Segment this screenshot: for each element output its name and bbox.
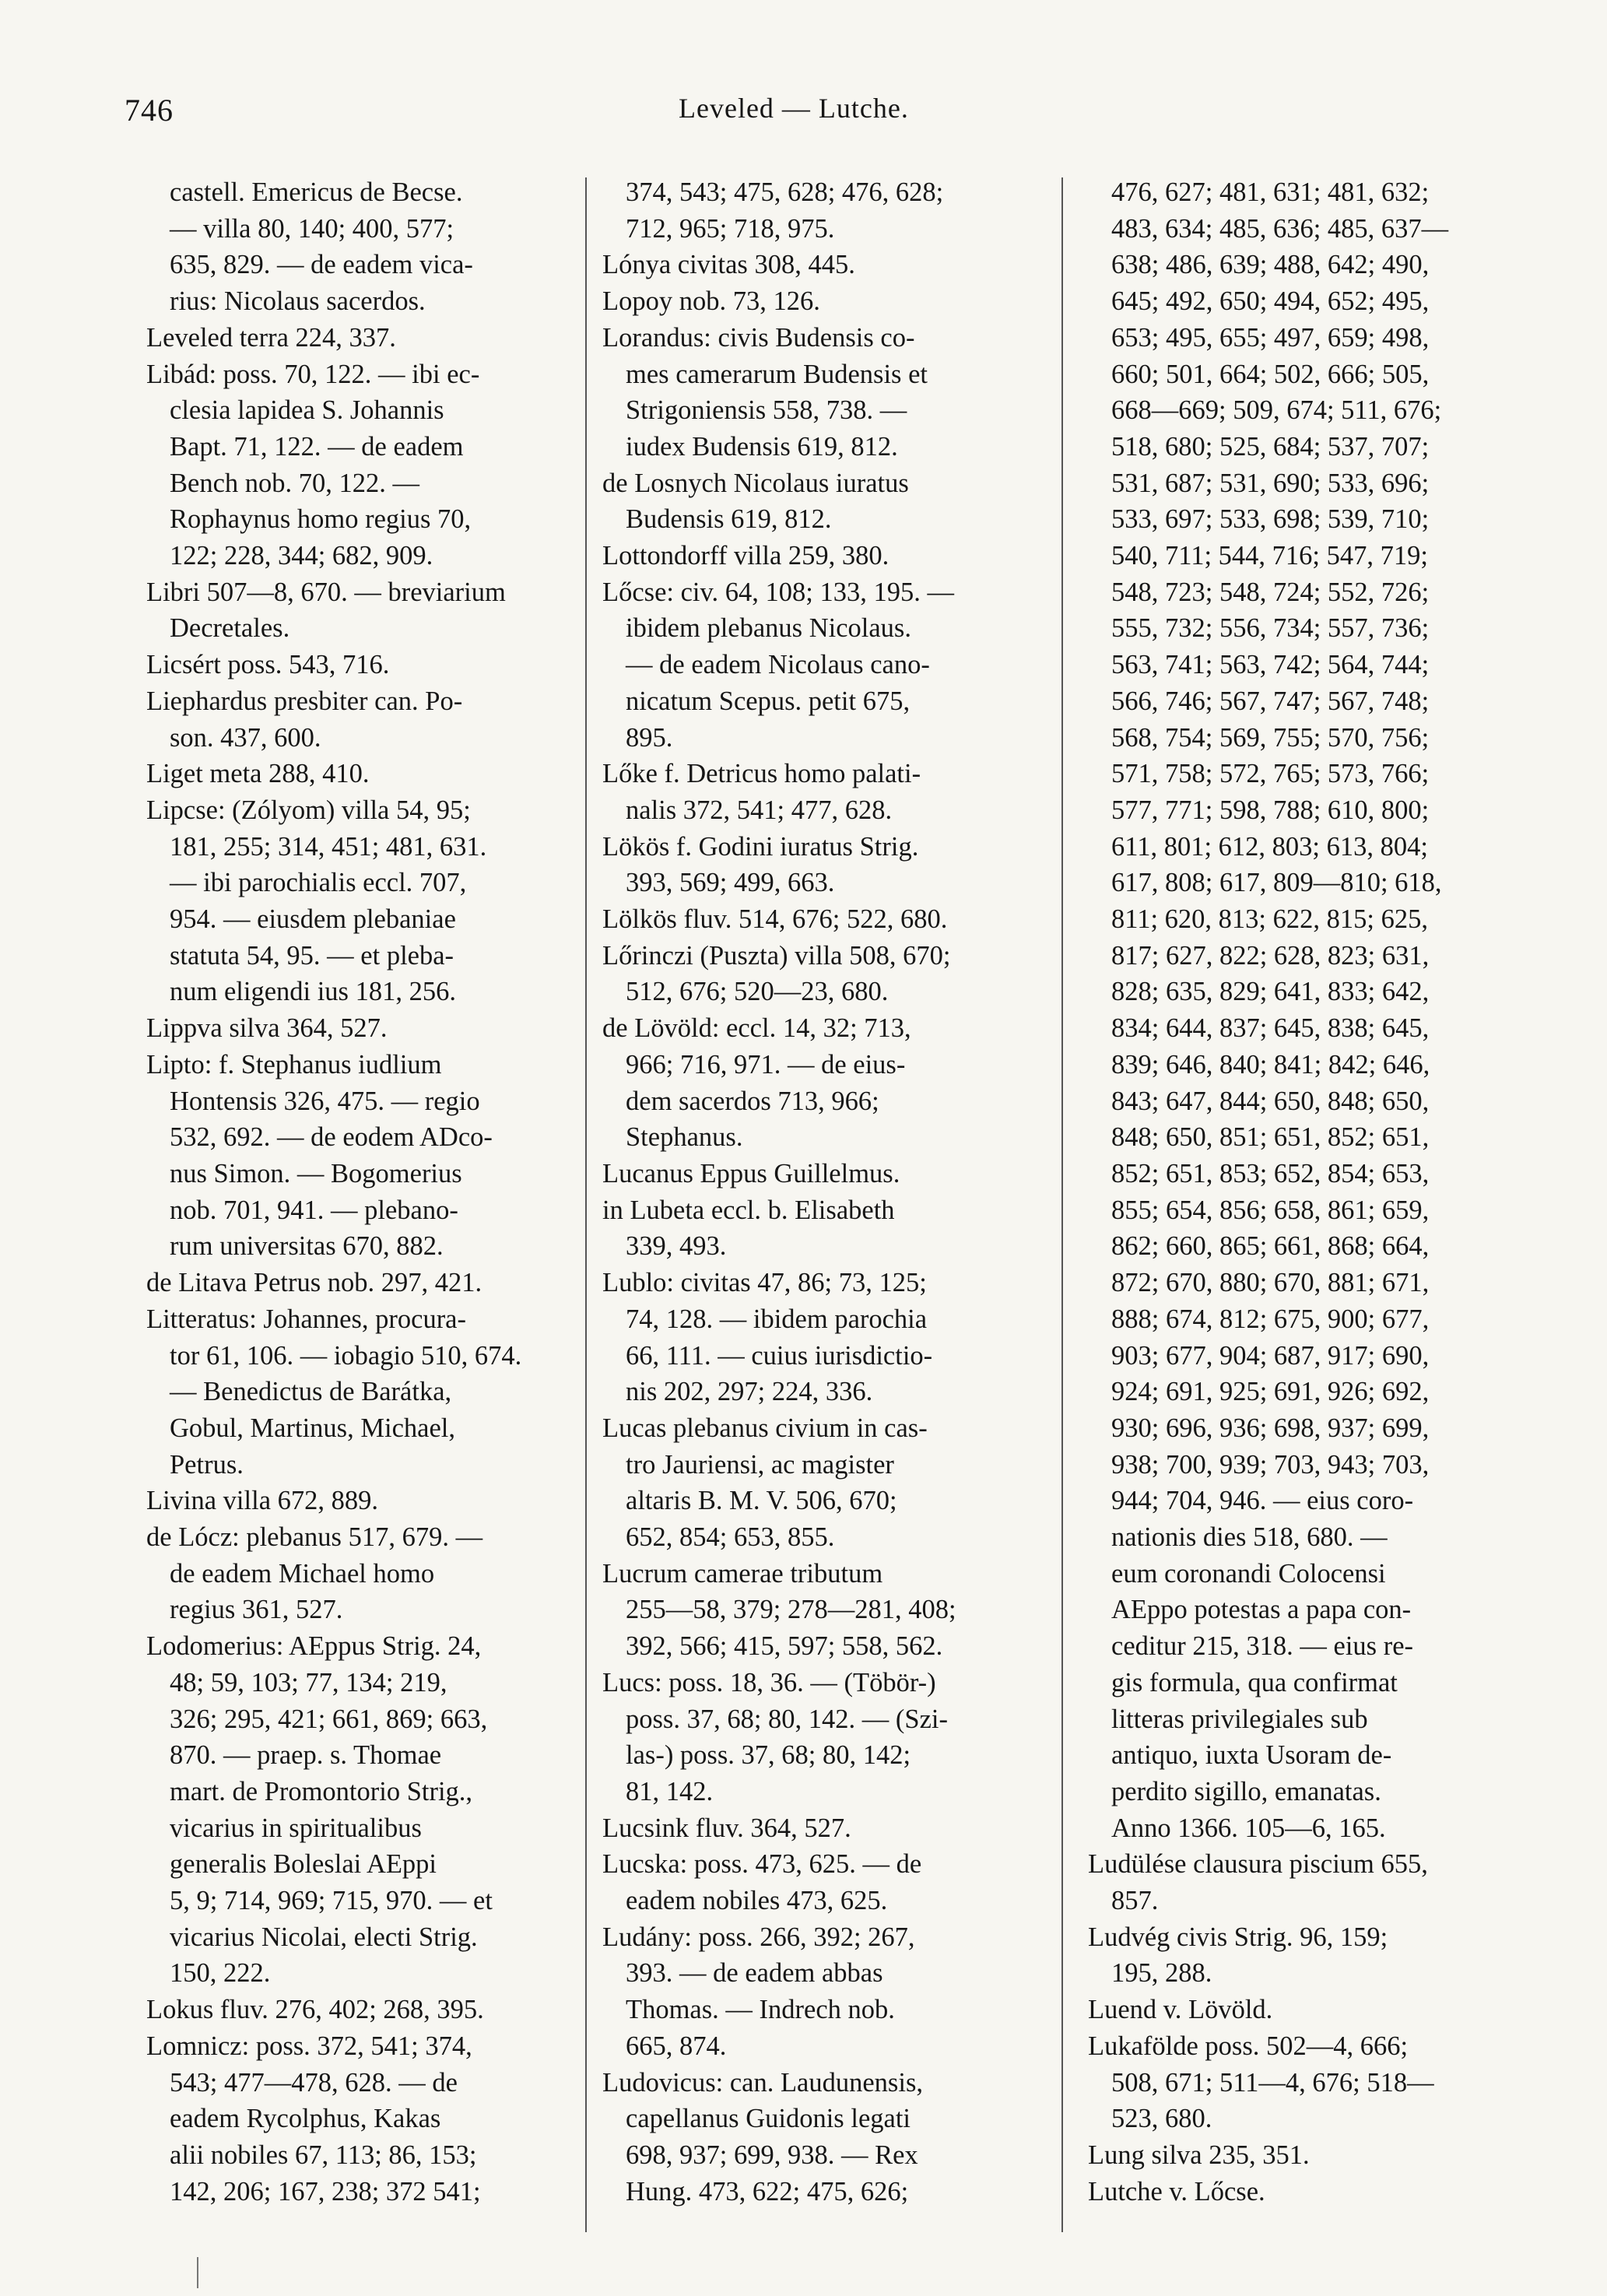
index-line: ceditur 215, 318. — eius re-	[1111, 1631, 1414, 1662]
index-line: 548, 723; 548, 724; 552, 726;	[1111, 577, 1430, 607]
index-line: nicatum Scepus. petit 675,	[626, 686, 911, 716]
index-line: 635, 829. — de eadem vica-	[170, 250, 473, 280]
index-line: 326; 295, 421; 661, 869; 663,	[170, 1704, 488, 1734]
index-line: 374, 543; 475, 628; 476, 628;	[626, 177, 944, 207]
index-line: antiquo, iuxta Usoram de-	[1111, 1740, 1392, 1771]
index-line: 531, 687; 531, 690; 533, 696;	[1111, 468, 1430, 498]
index-line: vicarius in spiritualibus	[170, 1813, 422, 1843]
index-line: 476, 627; 481, 631; 481, 632;	[1111, 177, 1430, 207]
index-line: 512, 676; 520—23, 680.	[626, 977, 889, 1007]
index-line: de Losnych Nicolaus iuratus	[602, 468, 909, 498]
index-line: capellanus Guidonis legati	[626, 2104, 911, 2134]
index-line: Lodomerius: AEppus Strig. 24,	[146, 1631, 482, 1662]
index-line: Lucska: poss. 473, 625. — de	[602, 1849, 922, 1880]
index-line: 817; 627, 822; 628, 823; 631,	[1111, 940, 1430, 971]
index-line: regius 361, 527.	[170, 1595, 343, 1625]
index-line: in Lubeta eccl. b. Elisabeth	[602, 1195, 895, 1225]
index-line: 954. — eiusdem plebaniae	[170, 904, 456, 935]
index-line: 577, 771; 598, 788; 610, 800;	[1111, 795, 1430, 825]
index-line: Rophaynus homo regius 70,	[170, 504, 472, 535]
index-line: — ibi parochialis eccl. 707,	[170, 868, 467, 898]
index-line: Lung silva 235, 351.	[1088, 2140, 1310, 2170]
index-line: Luend v. Lövöld.	[1088, 1995, 1273, 2025]
index-line: Stephanus.	[626, 1122, 743, 1153]
index-line: Lippva silva 364, 527.	[146, 1013, 388, 1044]
index-line: 518, 680; 525, 684; 537, 707;	[1111, 431, 1430, 462]
index-line: 848; 650, 851; 651, 852; 651,	[1111, 1122, 1430, 1153]
index-line: 653; 495, 655; 497, 659; 498,	[1111, 322, 1430, 353]
index-line: ibidem plebanus Nicolaus.	[626, 613, 911, 644]
column-rule	[1061, 177, 1063, 2232]
index-line: las-) poss. 37, 68; 80, 142;	[626, 1740, 911, 1771]
index-line: 339, 493.	[626, 1231, 727, 1262]
index-line: castell. Emericus de Becse.	[170, 177, 463, 207]
index-line: 66, 111. — cuius iurisdictio-	[626, 1340, 933, 1371]
index-line: Licsért poss. 543, 716.	[146, 650, 390, 680]
index-line: gis formula, qua confirmat	[1111, 1667, 1398, 1697]
index-line: altaris B. M. V. 506, 670;	[626, 1486, 897, 1516]
index-line: Liget meta 288, 410.	[146, 759, 370, 789]
index-line: Lökös f. Godini iuratus Strig.	[602, 831, 919, 862]
index-line: Lutche v. Lőcse.	[1088, 2176, 1265, 2206]
index-line: 568, 754; 569, 755; 570, 756;	[1111, 722, 1430, 753]
column-rule	[585, 177, 587, 2232]
index-line: poss. 37, 68; 80, 142. — (Szi-	[626, 1704, 948, 1734]
index-line: AEppo potestas a papa con-	[1111, 1595, 1412, 1625]
index-line: 872; 670, 880; 670, 881; 671,	[1111, 1268, 1430, 1298]
index-line: vicarius Nicolai, electi Strig.	[170, 1922, 478, 1952]
index-line: Bapt. 71, 122. — de eadem	[170, 431, 464, 462]
index-line: de eadem Michael homo	[170, 1558, 435, 1589]
index-line: alii nobiles 67, 113; 86, 153;	[170, 2140, 477, 2170]
index-line: Leveled terra 224, 337.	[146, 322, 396, 353]
index-line: 660; 501, 664; 502, 666; 505,	[1111, 359, 1430, 389]
index-line: — de eadem Nicolaus cano-	[626, 650, 930, 680]
index-line: 698, 937; 699, 938. — Rex	[626, 2140, 918, 2170]
index-line: 665, 874.	[626, 2031, 727, 2061]
index-line: Lölkös fluv. 514, 676; 522, 680.	[602, 904, 948, 935]
index-line: 870. — praep. s. Thomae	[170, 1740, 442, 1771]
index-line: 668—669; 509, 674; 511, 676;	[1111, 395, 1442, 426]
index-line: 895.	[626, 722, 673, 753]
index-line: 903; 677, 904; 687, 917; 690,	[1111, 1340, 1430, 1371]
index-line: Decretales.	[170, 613, 290, 644]
index-line: clesia lapidea S. Johannis	[170, 395, 444, 426]
index-line: 150, 222.	[170, 1958, 271, 1989]
index-line: 74, 128. — ibidem parochia	[626, 1304, 928, 1334]
index-line: 652, 854; 653, 855.	[626, 1522, 835, 1553]
index-line: Lőcse: civ. 64, 108; 133, 195. —	[602, 577, 954, 607]
index-line: 857.	[1111, 1886, 1159, 1916]
index-line: Anno 1366. 105—6, 165.	[1111, 1813, 1386, 1843]
index-line: Lucs: poss. 18, 36. — (Töbör-)	[602, 1667, 936, 1697]
index-line: — villa 80, 140; 400, 577;	[170, 213, 454, 244]
index-line: Lőke f. Detricus homo palati-	[602, 759, 921, 789]
index-line: num eligendi ius 181, 256.	[170, 977, 456, 1007]
index-line: iudex Budensis 619, 812.	[626, 431, 898, 462]
index-line: 393, 569; 499, 663.	[626, 868, 835, 898]
index-line: — Benedictus de Barátka,	[170, 1377, 452, 1407]
index-line: 48; 59, 103; 77, 134; 219,	[170, 1667, 447, 1697]
index-line: Lopoy nob. 73, 126.	[602, 286, 820, 317]
index-line: Lomnicz: poss. 372, 541; 374,	[146, 2031, 472, 2061]
index-line: eadem Rycolphus, Kakas	[170, 2104, 441, 2134]
index-line: Lipcse: (Zólyom) villa 54, 95;	[146, 795, 471, 825]
index-line: 828; 635, 829; 641, 833; 642,	[1111, 977, 1430, 1007]
index-line: 255—58, 379; 278—281, 408;	[626, 1595, 956, 1625]
index-line: nalis 372, 541; 477, 628.	[626, 795, 893, 825]
index-line: Litteratus: Johannes, procura-	[146, 1304, 466, 1334]
index-line: 924; 691, 925; 691, 926; 692,	[1111, 1377, 1430, 1407]
index-line: 712, 965; 718, 975.	[626, 213, 835, 244]
index-line: 839; 646, 840; 841; 842; 646,	[1111, 1049, 1430, 1080]
index-line: litteras privilegiales sub	[1111, 1704, 1368, 1734]
index-column-1	[146, 174, 574, 2210]
index-line: de Lócz: plebanus 517, 679. —	[146, 1522, 483, 1553]
index-line: 855; 654, 856; 658, 861; 659,	[1111, 1195, 1430, 1225]
index-line: Bench nob. 70, 122. —	[170, 468, 420, 498]
index-line: 142, 206; 167, 238; 372 541;	[170, 2176, 481, 2206]
index-line: Strigoniensis 558, 738. —	[626, 395, 907, 426]
index-line: Liephardus presbiter can. Po-	[146, 686, 463, 716]
index-line: perdito sigillo, emanatas.	[1111, 1776, 1381, 1806]
index-line: 483, 634; 485, 636; 485, 637—	[1111, 213, 1449, 244]
index-line: 181, 255; 314, 451; 481, 631.	[170, 831, 487, 862]
index-line: mart. de Promontorio Strig.,	[170, 1776, 473, 1806]
index-line: de Lövöld: eccl. 14, 32; 713,	[602, 1013, 911, 1044]
index-line: Hung. 473, 622; 475, 626;	[626, 2176, 909, 2206]
index-line: Budensis 619, 812.	[626, 504, 832, 535]
index-line: nus Simon. — Bogomerius	[170, 1158, 462, 1188]
index-line: 195, 288.	[1111, 1958, 1212, 1989]
index-line: de Litava Petrus nob. 297, 421.	[146, 1268, 482, 1298]
index-line: 944; 704, 946. — eius coro-	[1111, 1486, 1414, 1516]
index-line: 508, 671; 511—4, 676; 518—	[1111, 2067, 1434, 2098]
page-number: 746	[125, 93, 174, 128]
index-line: Thomas. — Indrech nob.	[626, 1995, 895, 2025]
index-line: Ludány: poss. 266, 392; 267,	[602, 1922, 915, 1952]
index-line: 571, 758; 572, 765; 573, 766;	[1111, 759, 1430, 789]
index-line: eadem nobiles 473, 625.	[626, 1886, 888, 1916]
index-line: 555, 732; 556, 734; 557, 736;	[1111, 613, 1430, 644]
index-line: Libád: poss. 70, 122. — ibi ec-	[146, 359, 480, 389]
index-line: nob. 701, 941. — plebano-	[170, 1195, 458, 1225]
index-line: 532, 692. — de eodem ADco-	[170, 1122, 493, 1153]
index-line: 862; 660, 865; 661, 868; 664,	[1111, 1231, 1430, 1262]
index-line: Ludülése clausura piscium 655,	[1088, 1849, 1428, 1880]
index-line: Lőrinczi (Puszta) villa 508, 670;	[602, 940, 951, 971]
index-line: Hontensis 326, 475. — regio	[170, 1086, 480, 1116]
index-line: Lónya civitas 308, 445.	[602, 250, 855, 280]
index-line: 645; 492, 650; 494, 652; 495,	[1111, 286, 1430, 317]
index-line: Petrus.	[170, 1449, 244, 1480]
index-line: generalis Boleslai AEppi	[170, 1849, 437, 1880]
index-line: 533, 697; 533, 698; 539, 710;	[1111, 504, 1430, 535]
index-line: Livina villa 672, 889.	[146, 1486, 379, 1516]
index-column-3	[1088, 174, 1532, 2210]
index-line: 611, 801; 612, 803; 613, 804;	[1111, 831, 1428, 862]
index-line: eum coronandi Colocensi	[1111, 1558, 1386, 1589]
index-line: 966; 716, 971. — de eius-	[626, 1049, 906, 1080]
index-line: Lucrum camerae tributum	[602, 1558, 883, 1589]
index-line: Libri 507—8, 670. — breviarium	[146, 577, 506, 607]
index-line: 392, 566; 415, 597; 558, 562.	[626, 1631, 943, 1662]
index-line: Ludvég civis Strig. 96, 159;	[1088, 1922, 1388, 1952]
index-line: nis 202, 297; 224, 336.	[626, 1377, 873, 1407]
running-head: Leveled — Lutche.	[679, 93, 909, 124]
index-line: 843; 647, 844; 650, 848; 650,	[1111, 1086, 1430, 1116]
index-line: 852; 651, 853; 652, 854; 653,	[1111, 1158, 1430, 1188]
index-line: tro Jauriensi, ac magister	[626, 1449, 894, 1480]
index-line: 834; 644, 837; 645, 838; 645,	[1111, 1013, 1430, 1044]
index-line: tor 61, 106. — iobagio 510, 674.	[170, 1340, 522, 1371]
index-line: dem sacerdos 713, 966;	[626, 1086, 879, 1116]
index-line: 930; 696, 936; 698, 937; 699,	[1111, 1413, 1430, 1443]
index-line: 888; 674, 812; 675, 900; 677,	[1111, 1304, 1430, 1334]
index-column-2	[602, 174, 1047, 2210]
index-line: 566, 746; 567, 747; 567, 748;	[1111, 686, 1430, 716]
index-line: 938; 700, 939; 703, 943; 703,	[1111, 1449, 1430, 1480]
index-line: Lokus fluv. 276, 402; 268, 395.	[146, 1995, 484, 2025]
index-line: 393. — de eadem abbas	[626, 1958, 883, 1989]
index-line: 81, 142.	[626, 1776, 714, 1806]
index-line: statuta 54, 95. — et pleba-	[170, 940, 454, 971]
index-line: 563, 741; 563, 742; 564, 744;	[1111, 650, 1430, 680]
index-line: 811; 620, 813; 622, 815; 625,	[1111, 904, 1428, 935]
index-line: rius: Nicolaus sacerdos.	[170, 286, 426, 317]
index-line: 638; 486, 639; 488, 642; 490,	[1111, 250, 1430, 280]
index-line: Lukafölde poss. 502—4, 666;	[1088, 2031, 1409, 2061]
index-line: 543; 477—478, 628. — de	[170, 2067, 458, 2098]
index-line: Gobul, Martinus, Michael,	[170, 1413, 455, 1443]
index-line: 5, 9; 714, 969; 715, 970. — et	[170, 1886, 493, 1916]
index-line: mes camerarum Budensis et	[626, 359, 928, 389]
index-line: Ludovicus: can. Laudunensis,	[602, 2067, 923, 2098]
index-line: Lucsink fluv. 364, 527.	[602, 1813, 851, 1843]
index-line: son. 437, 600.	[170, 722, 321, 753]
index-line: Lipto: f. Stephanus iudlium	[146, 1049, 442, 1080]
index-line: 523, 680.	[1111, 2104, 1212, 2134]
index-line: 122; 228, 344; 682, 909.	[170, 541, 433, 571]
index-line: Lucanus Eppus Guillelmus.	[602, 1158, 900, 1188]
index-line: Lublo: civitas 47, 86; 73, 125;	[602, 1268, 927, 1298]
index-line: Lottondorff villa 259, 380.	[602, 541, 889, 571]
index-line: rum universitas 670, 882.	[170, 1231, 444, 1262]
index-line: Lorandus: civis Budensis co-	[602, 322, 915, 353]
index-line: 540, 711; 544, 716; 547, 719;	[1111, 541, 1428, 571]
margin-mark	[197, 2257, 198, 2288]
index-line: nationis dies 518, 680. —	[1111, 1522, 1388, 1553]
index-line: 617, 808; 617, 809—810; 618,	[1111, 868, 1442, 898]
index-line: Lucas plebanus civium in cas-	[602, 1413, 928, 1443]
